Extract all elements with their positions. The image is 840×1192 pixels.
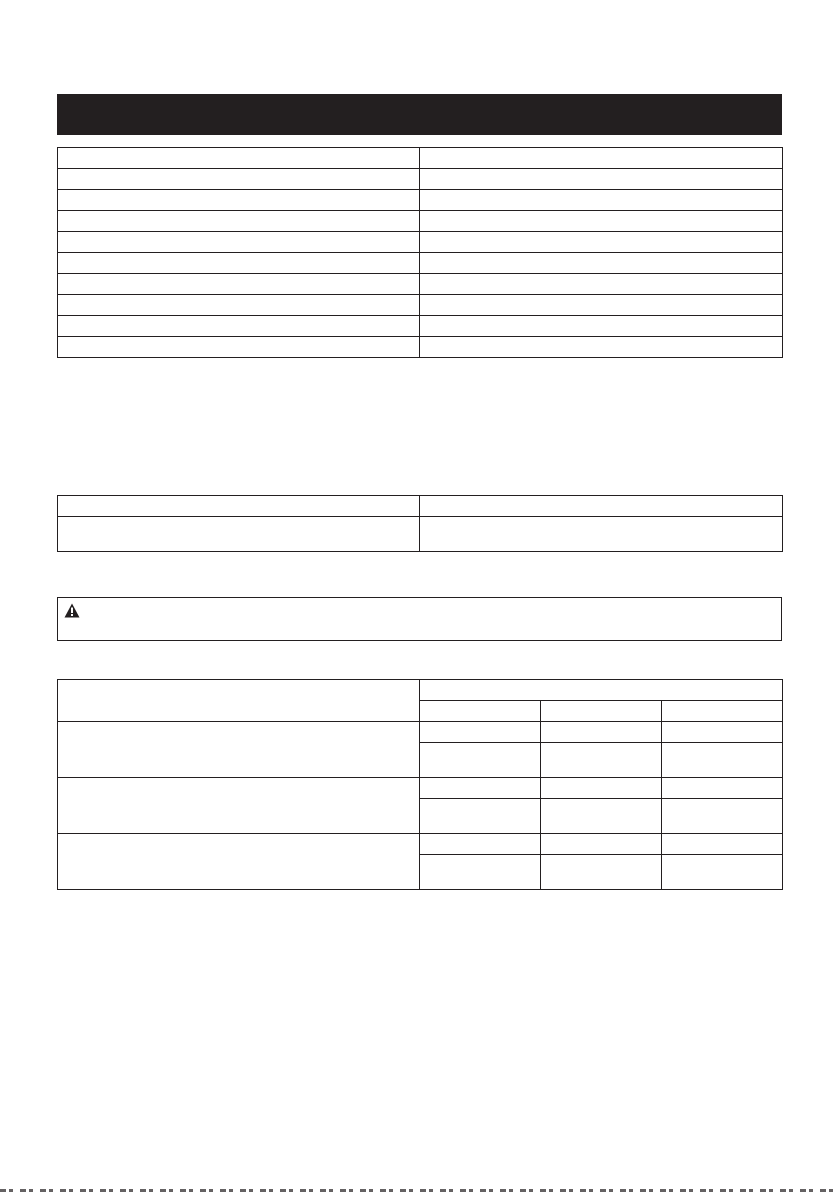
- table-cell: [662, 743, 783, 778]
- table-row: [58, 778, 783, 799]
- table-cell: [58, 778, 420, 834]
- table-row: [58, 148, 783, 169]
- table-cell: [420, 834, 541, 855]
- table-cell: [662, 855, 783, 890]
- table-cell: [541, 778, 662, 799]
- table-cell: [420, 148, 783, 169]
- table-cell: [420, 680, 783, 701]
- table-row: [58, 253, 783, 274]
- table-row: [58, 337, 783, 358]
- table-cell: [58, 680, 420, 722]
- table-row: [58, 834, 783, 855]
- table-cell: [420, 316, 783, 337]
- table-cell: [58, 517, 420, 552]
- table-cell: [58, 316, 420, 337]
- table-cell: [420, 190, 783, 211]
- table-cell: [420, 253, 783, 274]
- table-cell: [420, 232, 783, 253]
- table-header-row: [58, 680, 783, 701]
- table-cell: [420, 799, 541, 834]
- table-cell: [58, 190, 420, 211]
- table-cell: [58, 232, 420, 253]
- table-cell: [58, 834, 420, 890]
- table-cell: [420, 496, 783, 517]
- table-cell: [420, 517, 783, 552]
- table-row: [58, 517, 783, 552]
- table-row: [58, 722, 783, 743]
- table-cell: [420, 701, 541, 722]
- table-cell: [58, 295, 420, 316]
- table-cell: [662, 834, 783, 855]
- table-cell: [541, 834, 662, 855]
- warning-triangle-icon: [64, 603, 80, 618]
- table-cell: [420, 855, 541, 890]
- table-cell: [58, 211, 420, 232]
- table-row: [58, 316, 783, 337]
- table-cell: [541, 722, 662, 743]
- table-cell: [541, 799, 662, 834]
- table-cell: [662, 778, 783, 799]
- table-cell: [58, 496, 420, 517]
- table-cell: [58, 148, 420, 169]
- table-row: [58, 169, 783, 190]
- table-row: [58, 232, 783, 253]
- noise-table: [57, 495, 783, 552]
- table-cell: [662, 799, 783, 834]
- table-cell: [541, 855, 662, 890]
- table-cell: [420, 722, 541, 743]
- table-cell: [420, 778, 541, 799]
- table-cell: [541, 743, 662, 778]
- table-cell: [58, 169, 420, 190]
- table-cell: [420, 743, 541, 778]
- section-header-bar: [57, 94, 782, 135]
- specifications-table: [57, 147, 783, 358]
- table-row: [58, 190, 783, 211]
- table-cell: [662, 722, 783, 743]
- table-cell: [420, 337, 783, 358]
- table-row: [58, 496, 783, 517]
- table-cell: [58, 337, 420, 358]
- table-row: [58, 295, 783, 316]
- table-cell: [58, 253, 420, 274]
- table-cell: [420, 274, 783, 295]
- table-cell: [541, 701, 662, 722]
- table-row: [58, 211, 783, 232]
- vibration-table: [57, 679, 783, 890]
- table-cell: [662, 701, 783, 722]
- table-cell: [420, 295, 783, 316]
- table-cell: [420, 211, 783, 232]
- table-cell: [58, 722, 420, 778]
- warning-box: [57, 597, 782, 641]
- table-row: [58, 274, 783, 295]
- table-cell: [58, 274, 420, 295]
- table-cell: [420, 169, 783, 190]
